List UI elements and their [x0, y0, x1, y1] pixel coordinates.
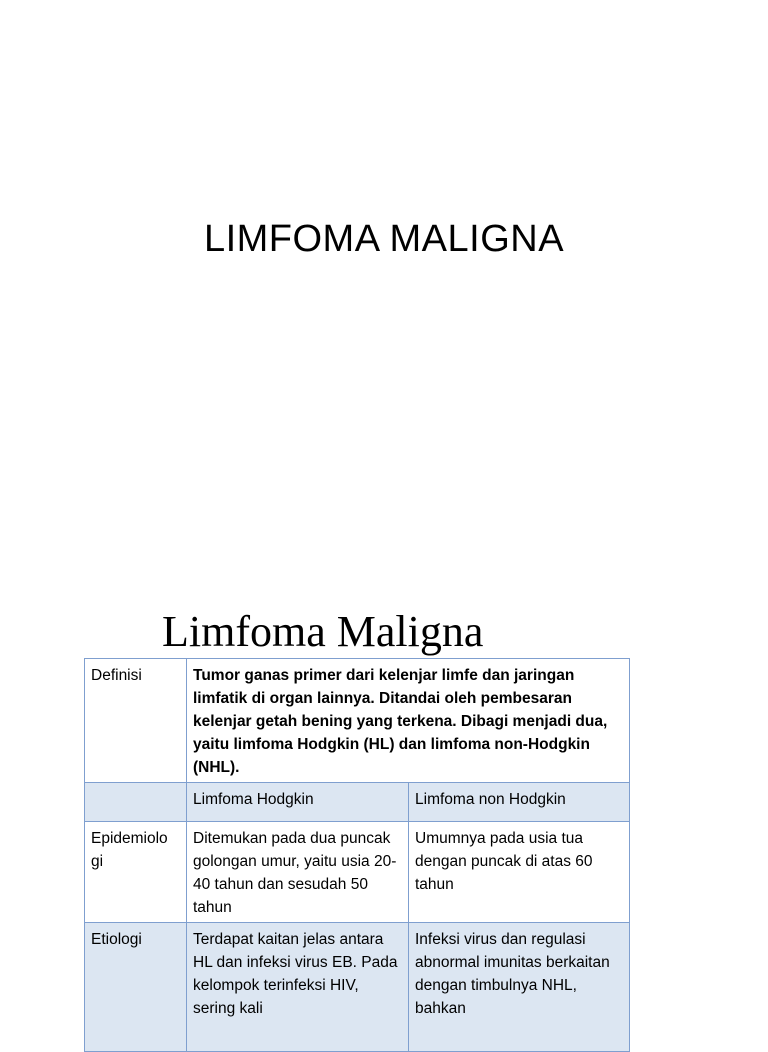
definition-label: Definisi	[85, 659, 187, 783]
lymphoma-table	[84, 658, 630, 1052]
header-hodgkin: Limfoma Hodgkin	[187, 783, 409, 822]
table-row-epidemiology	[85, 822, 630, 923]
etiology-hodgkin: Terdapat kaitan jelas antara HL dan infeksi virus EB. Pada kelompok terinfeksi HIV, sering kali	[187, 923, 409, 1052]
epidemiology-label: Epidemiolo gi	[85, 822, 187, 923]
header-blank-cell	[85, 783, 187, 822]
header-non-hodgkin: Limfoma non Hodgkin	[409, 783, 630, 822]
etiology-non-hodgkin: Infeksi virus dan regulasi abnormal imunitas berkaitan dengan timbulnya NHL, bahkan	[409, 923, 630, 1052]
table-header-row	[85, 783, 630, 822]
table-row-etiology	[85, 923, 630, 1052]
epidemiology-non-hodgkin: Umumnya pada usia tua dengan puncak di atas 60 tahun	[409, 822, 630, 923]
etiology-label: Etiologi	[85, 923, 187, 1052]
table-row-definition	[85, 659, 630, 783]
definition-text: Tumor ganas primer dari kelenjar limfe dan jaringan limfatik di organ lainnya. Ditandai oleh pembesaran kelenjar getah bening yang terkena. Dibagi menjadi dua, yaitu limfoma Hodgkin (HL) dan limfoma non-Hodgkin (NHL).	[187, 659, 630, 783]
slide-title: LIMFOMA MALIGNA	[203, 218, 565, 260]
epidemiology-hodgkin: Ditemukan pada dua puncak golongan umur, yaitu usia 20-40 tahun dan sesudah 50 tahun	[187, 822, 409, 923]
table-slide-title: Limfoma Maligna	[162, 607, 484, 656]
